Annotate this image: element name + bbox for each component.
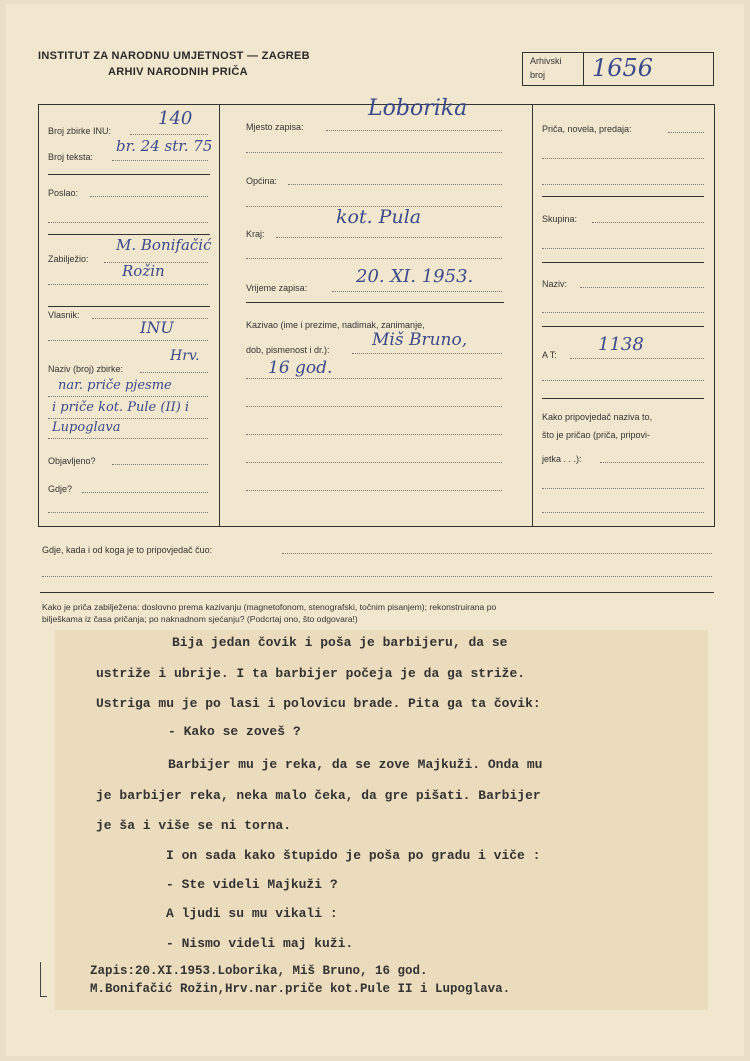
archive-title: ARHIV NARODNIH PRIČA	[108, 66, 248, 78]
naziv-label: Naziv:	[542, 279, 568, 289]
kako-zabiljezena-line-1: Kako je priča zabilježena: doslovno prema kazivanju (magnetofonom, stenografski, točnim pisanjem); rekonstruirana po	[42, 602, 497, 612]
zabiljezio-value-2: Rožin	[122, 262, 165, 280]
kazivao-value-2: 16 god.	[268, 358, 333, 378]
story-line-9: - Ste videli Majkuži ?	[166, 877, 338, 892]
archive-number: 1656	[592, 54, 654, 82]
naziv-zbirke-value-4: Lupoglava	[52, 420, 121, 435]
broj-zbirke-value: 140	[158, 108, 193, 129]
at-value: 1138	[598, 334, 644, 355]
institute-title: INSTITUT ZA NARODNU UMJETNOST — ZAGREB	[38, 50, 310, 62]
kako-zabiljezena-line-2: bilješkama iz časa pričanja; po naknadnom sjećanju? (Podcrtaj ono, što odgovara!)	[42, 614, 358, 624]
vlasnik-value: INU	[140, 318, 174, 337]
archive-label-bottom: broj	[530, 70, 546, 80]
story-line-8: I on sada kako štupido je poša po gradu i viče :	[166, 848, 541, 863]
broj-teksta-label: Broj teksta:	[48, 152, 94, 162]
poslao-label: Poslao:	[48, 188, 79, 198]
broj-teksta-value: br. 24 str. 75	[116, 137, 213, 155]
vlasnik-label: Vlasnik:	[48, 310, 80, 320]
story-line-3: Ustriga mu je po lasi i polovicu brade. Pita ga ta čovik:	[96, 696, 541, 711]
story-line-7: je ša i više se ni torna.	[96, 818, 292, 833]
kazivao-value-1: Miš Bruno,	[372, 330, 468, 350]
story-line-10: A ljudi su mu vikali :	[166, 906, 338, 921]
naziv-zbirke-value-1: Hrv.	[170, 348, 200, 364]
mjesto-value: Loborika	[368, 96, 468, 121]
zabiljezio-value-1: M. Bonifačić	[116, 236, 212, 254]
archive-label-top: Arhivski	[530, 56, 562, 66]
naziv-zbirke-value-2: nar. priče pjesme	[58, 378, 172, 393]
gdje-kada-label: Gdje, kada i od koga je to pripovjedač čuo:	[42, 545, 213, 555]
zabiljezio-label: Zabilježio:	[48, 254, 89, 264]
kraj-label: Kraj:	[246, 229, 265, 239]
story-line-6: je barbijer reka, neka malo čeka, da gre pišati. Barbijer	[96, 788, 541, 803]
kako-naziva-label-2: što je pričao (priča, pripovi-	[542, 430, 651, 440]
story-line-1: Bija jedan čovik i poša je barbijeru, da se	[172, 635, 508, 650]
mjesto-label: Mjesto zapisa:	[246, 122, 304, 132]
story-footer-2: M.Bonifačić Rožin,Hrv.nar.priče kot.Pule II i Lupoglava.	[90, 982, 511, 996]
kazivao-label-1: Kazivao (ime i prezime, nadimak, zanimanje,	[246, 320, 425, 330]
opcina-label: Općina:	[246, 176, 278, 186]
story-line-4: - Kako se zoveš ?	[168, 724, 301, 739]
broj-zbirke-label: Broj zbirke INU:	[48, 126, 112, 136]
skupina-label: Skupina:	[542, 214, 578, 224]
at-label: A T:	[542, 350, 557, 360]
story-line-11: - Nismo videli maj kuži.	[166, 936, 354, 951]
gdje-label: Gdje?	[48, 484, 73, 494]
kako-naziva-label-1: Kako pripovjedač naziva to,	[542, 412, 653, 422]
naziv-zbirke-label: Naziv (broj) zbirke:	[48, 364, 124, 374]
footer-bracket	[40, 962, 47, 997]
kraj-value: kot. Pula	[336, 206, 422, 228]
vrijeme-value: 20. XI. 1953.	[356, 266, 474, 287]
kazivao-label-2: dob, pismenost i dr.):	[246, 345, 330, 355]
naziv-zbirke-value-3: i priče kot. Pule (II) i	[52, 400, 190, 415]
prica-label: Priča, novela, predaja:	[542, 124, 632, 134]
kako-naziva-label-3: jetka . . .):	[542, 454, 582, 464]
vrijeme-label: Vrijeme zapisa:	[246, 283, 308, 293]
story-line-5: Barbijer mu je reka, da se zove Majkuži. Onda mu	[168, 757, 543, 772]
story-footer-1: Zapis:20.XI.1953.Loborika, Miš Bruno, 16 god.	[90, 964, 428, 978]
story-line-2: ustriže i ubrije. I ta barbijer počeja je da ga striže.	[96, 666, 526, 681]
objavljeno-label: Objavljeno?	[48, 456, 96, 466]
